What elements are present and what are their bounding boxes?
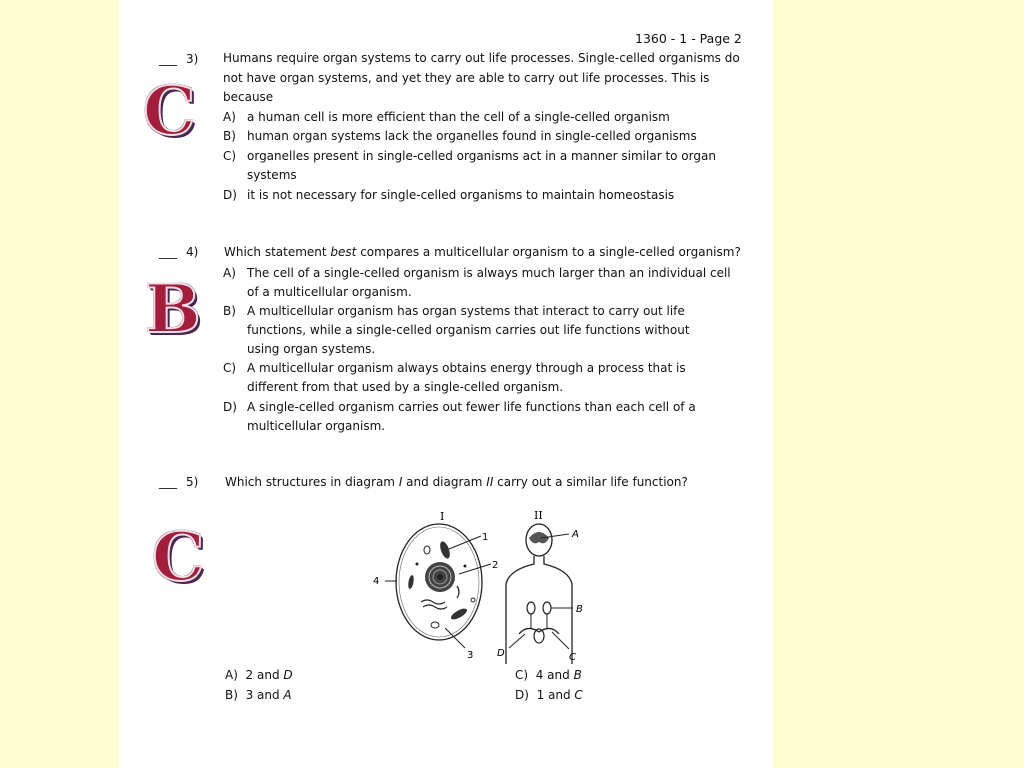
option-letter: C) [223,149,237,163]
option-q5-d [515,688,583,702]
option-text: The cell of a single-celled organism is always much larger than an individual cell of a multicellular organism. [247,266,731,299]
kidney-left [527,602,535,614]
option-letter: A) [225,668,238,682]
ribosome [464,565,467,568]
answer-mark-q3: C [143,72,196,150]
option-var: B [573,668,582,682]
vacuole-1 [424,546,430,554]
option-text: A multicellular organism always obtains energy through a process that is different from that used by a single-celled organism. [247,361,686,394]
option-number: 2 [245,668,254,682]
vacuole-2 [431,622,439,628]
option-letter: C) [223,361,237,375]
answer-mark-q4: B [145,270,201,348]
kidney-right [543,602,551,614]
mitochondrion-2 [449,606,468,621]
option-q5-b [225,688,292,702]
option-text: A single-celled organism carries out fewer life functions than each cell of a multicellular organism. [247,400,696,433]
pointer-d [509,634,525,648]
question-stem-q4 [224,245,741,259]
body-label-b: B [576,604,583,615]
option-letter: C) [515,668,529,682]
option-q5-a [225,668,293,682]
option-q5-c [515,668,582,682]
question-stem-q3: Humans require organ systems to carry out life processes. Single-celled organisms do not have organ systems, and yet they are able to carry out life processes. This is because [223,51,740,104]
page-header: 1360 - 1 - Page 2 [635,31,742,46]
human-body-drawing [506,524,572,664]
option-text: A multicellular organism has organ systems that interact to carry out life functions, while a single-celled organism carries out life functions without using organ systems. [247,304,690,356]
question-number-q4: 4) [186,245,199,259]
cell-and-body-diagram [369,504,609,664]
option-letter: A) [223,110,236,124]
mitochondrion-1 [438,540,452,560]
ureters [531,614,547,628]
option-letter: A) [223,266,236,280]
animal-cell-drawing [396,524,482,640]
stem-italic: I [398,475,403,489]
option-var: A [283,688,292,702]
question-number-q5: 5) [186,475,199,489]
question-number-q3: 3) [186,52,199,66]
diagram-title-body: II [534,509,543,522]
answer-blank-q5: ___ [159,475,177,489]
uterus [534,629,544,643]
er-fold [423,605,447,609]
question-stem-q5 [225,475,688,489]
option-and: and [544,688,575,702]
stem-part: Which structures in diagram [225,475,399,489]
er-fold [457,586,459,598]
answer-blank-q4: ___ [159,245,177,259]
option-text: human organ systems lack the organelles found in single-celled organisms [247,129,697,143]
option-text: it is not necessary for single-celled organisms to maintain homeostasis [247,188,675,202]
pointer-1 [449,536,481,549]
answer-blank-q3: ___ [159,52,177,66]
option-and: and [543,668,574,682]
cell-label-2: 2 [492,560,499,571]
body-label-a: A [572,529,579,540]
stem-part: and diagram [402,475,487,489]
stem-part: compares a multicellular organism to a single-celled organism? [356,245,741,259]
stem-italic: II [486,475,494,489]
er-fold [421,600,445,604]
mitochondrion-3 [407,575,414,590]
body-label-c: C [569,652,576,663]
option-letter: B) [223,129,236,143]
stem-part: Which statement [224,245,331,259]
body-label-d: D [497,648,505,659]
option-var: C [574,688,583,702]
option-letter: B) [223,304,236,318]
option-text: organelles present in single-celled organisms act in a manner similar to organ systems [247,149,716,182]
option-and: and [253,668,284,682]
cell-label-1: 1 [482,532,489,543]
diagram-title-cell: I [440,510,445,523]
cell-label-3: 3 [467,650,474,661]
stem-part: carry out a similar life function? [493,475,688,489]
ribosome [471,598,475,602]
option-letter: B) [225,688,238,702]
torso-outline [506,556,572,664]
option-letter: D) [223,188,237,202]
option-number: 4 [535,668,544,682]
cell-label-4: 4 [373,576,380,587]
answer-mark-q5: C [152,518,205,596]
ribosome [416,563,419,566]
option-number: 1 [536,688,545,702]
option-and: and [253,688,284,702]
option-letter: D) [515,688,529,702]
pointer-c [552,632,569,649]
worksheet-page [119,0,773,768]
stem-emphasis: best [330,245,357,259]
option-letter: D) [223,400,237,414]
option-text: a human cell is more efficient than the cell of a single-celled organism [247,110,670,124]
option-number: 3 [245,688,254,702]
option-var: D [283,668,293,682]
nucleolus [437,574,443,580]
